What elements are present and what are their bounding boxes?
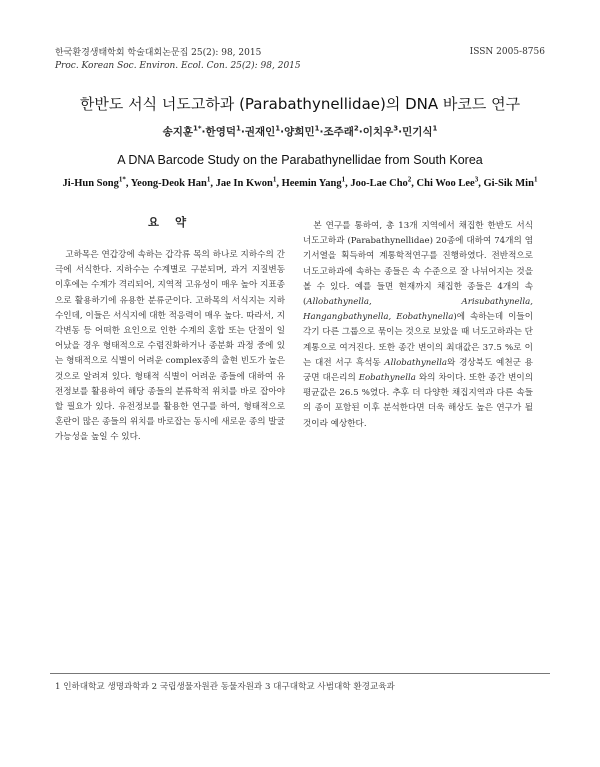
author-name: Heemin Yang [281, 178, 342, 189]
author-name: 민기식 [402, 126, 433, 138]
author-name: Jae In Kwon [215, 178, 273, 189]
affiliation-marker: 1* [193, 124, 202, 133]
author-list-ko: 송지훈$^{1*}$·한영덕$^1$·권재인$^1$·양희민$^1$·조주래$^2$·이치우$^3$·민기식$^1$ [162, 124, 438, 138]
abstract-text: 와의 차이다. 또한 종간 변이의 평균값은 26.5 %였다. 추후 더 다양한 채집지역과 다른 속들의 종이 포함된 이후 분석한다면 더욱 해상도 높은 연구가 될 것이라 예상한다. [303, 373, 533, 429]
affiliation-marker: 1 [533, 175, 538, 184]
author-name: Chi Woo Lee [416, 178, 475, 189]
author-name: Yeong-Deok Han [130, 178, 207, 189]
author-name: 이치우 [362, 126, 394, 138]
affiliation-marker: 3 [474, 175, 479, 184]
paper-title-ko: 한반도 서식 너도고하과 (Parabathynellidae)의 DNA 바코드 연구 [79, 95, 521, 113]
affiliation-marker: 1 [314, 124, 320, 133]
abstract-left-column: 고하목은 연갑강에 속하는 갑각류 목의 하나로 지하수의 간극에 서식한다. 지하수는 수계별로 구분되며, 과거 지질변동 이후에는 수계가 격리되어, 지역적 고유성이 매우 높아 지표종으로 활용하기에 유용한 분류군이다. 고하목의 서식지는 지하수인데, 이들은 서식지에 대한 적응력이 매우 높다. 따라서, 지각변동 등 어떠한 요인으로 인한 수계의 혼합 또는 단절이 일어났을 경우 형태적으로 수렴진화하거나 종분화 과정 중에 있는 형태적으로 식별이 어려운 complex종의 출현 빈도가 높은 것으로 알려져 있다. 형태적 식별이 어려운 종들에 대하여 유전정보를 활용하여 해당 종들의 분류학적 위치를 바로 잡아야 할 필요가 있다. 유전정보를 활용한 연구를 하여, 형태적으로 혼란이 많은 종들의 위치를 바로잡는 동시에 새로운 종의 발굴 가능성을 높일 수 있다. [55, 250, 285, 443]
abstract-text: 와 경상북도 예천군 용궁면 대은리의 [303, 357, 533, 384]
journal-title-ko: 한국환경생태학회 학술대회논문집 25(2): 98, 2015 [55, 48, 262, 58]
footnote-divider [50, 673, 550, 674]
author-list-en: Ji-Hun Song$^{1*}$, Yeong-Deok Han$^1$, Jae In Kwon$^1$, Heemin Yang$^1$, Joo-Lae Cho$^2$, Chi Woo Lee$^3$, Gi-Sik Min$^1$ [62, 175, 538, 189]
paper-title-en: A DNA Barcode Study on the Parabathynellidae from South Korea [117, 153, 483, 167]
affiliation-marker: 1 [272, 175, 277, 184]
abstract-right-column [303, 219, 533, 432]
issn: ISSN 2005-8756 [469, 47, 545, 57]
author-name: Joo-Lae Cho [350, 178, 408, 189]
affiliation-marker: 3 [393, 124, 399, 133]
affiliation-marker: 1 [206, 175, 211, 184]
author-name: 권재인 [244, 126, 276, 138]
genus-name: Allobathynella [384, 357, 448, 368]
affiliation-marker: 1 [341, 175, 346, 184]
author-name: Gi-Sik Min [483, 178, 534, 189]
affiliation-marker: 1 [432, 124, 438, 133]
abstract-text: )에 속하는데 이들이 각기 다른 그룹으로 묶이는 것으로 보았을 때 너도고하과는 단계통으로 여겨진다. 또한 종간 변이의 최대값은 37.5 %로 이는 대전 서구 흑석동 [303, 312, 533, 368]
affiliation-marker: 2 [353, 124, 359, 133]
genus-name: Eobathynella [358, 373, 416, 384]
author-name: 한영덕 [205, 126, 236, 138]
author-name: 조주래 [323, 126, 354, 138]
author-name: Ji-Hun Song [62, 178, 119, 189]
affiliation-footnote: 1 인하대학교 생명과학과 2 국립생물자원관 동물자원과 3 대구대학교 사범대학 환경교육과 [55, 682, 395, 692]
abstract-heading: 요 약 [147, 215, 193, 229]
abstract-text: 본 연구를 통하여, 총 13개 지역에서 채집한 한반도 서식 너도고하과 (Parabathynellidae) 20종에 대하여 74개의 염기서열을 획득하여 계통학적연구를 진행하였다. 전반적으로 너도고하과에 속하는 종들은 속 수준으로 잘 나뉘어지는 것을 볼 수 있다. 예를 들면 현재까지 채집한 종들은 4개의 속 ( [303, 221, 533, 308]
affiliation-marker: 1 [275, 124, 281, 133]
journal-title-en: Proc. Korean Soc. Environ. Ecol. Con. 25(2): 98, 2015 [55, 61, 301, 71]
affiliation-marker: 1* [118, 175, 126, 184]
affiliation-marker: 1 [235, 124, 241, 133]
affiliation-marker: 2 [407, 175, 412, 184]
journal-header [55, 47, 301, 73]
author-name: 양희민 [284, 126, 315, 138]
genus-list: Allobathynella, Arisubathynella, Hangangbathynella, Eobathynella [303, 297, 533, 323]
author-name: 송지훈 [162, 126, 194, 138]
